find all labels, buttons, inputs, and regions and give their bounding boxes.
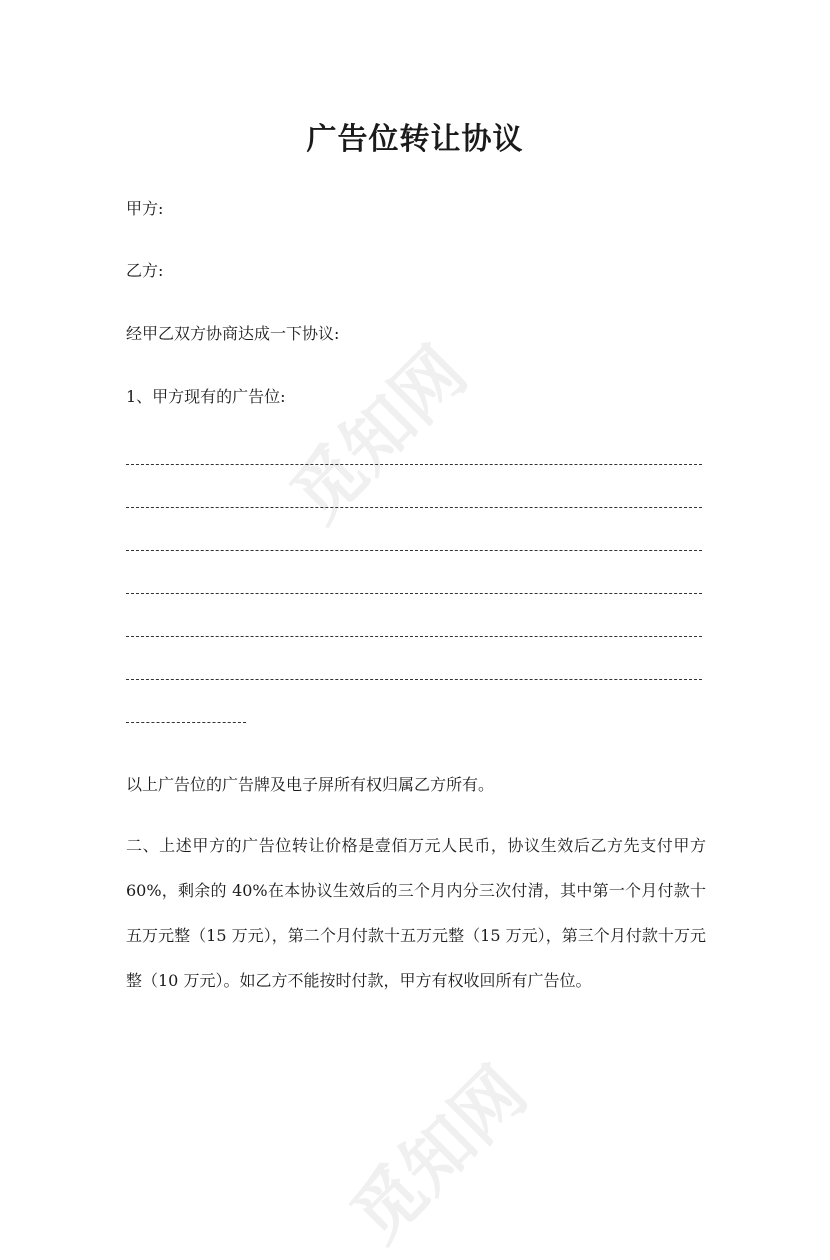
party-a-label: 甲方: <box>126 199 164 218</box>
document-title: 广告位转让协议 <box>306 122 524 157</box>
watermark: 觅知网 <box>275 331 483 538</box>
fill-in-line <box>126 679 702 680</box>
party-b-label: 乙方: <box>126 261 164 280</box>
fill-in-line <box>126 636 702 637</box>
ownership-statement: 以上广告位的广告牌及电子屏所有权归属乙方所有。 <box>126 775 495 794</box>
fill-in-line <box>126 464 702 465</box>
fill-in-line <box>126 550 702 551</box>
clause2-paragraph: 二、上述甲方的广告位转让价格是壹佰万元人民币，协议生效后乙方先支付甲方60%，剩余的 40%在本协议生效后的三个月内分三次付清，其中第一个月付款十五万元整（15 万元），第二个月付款十五万元整（15 万元），第三个月付款十万元整（10 万元）。如乙方不能按时付款，甲方有权收回所有广告位。 <box>126 836 706 990</box>
watermark: 觅知网 <box>335 1051 543 1258</box>
agreement-intro: 经甲乙双方协商达成一下协议: <box>126 324 340 343</box>
clause1-heading: 1、甲方现有的广告位: <box>126 387 286 406</box>
fill-in-line <box>126 593 702 594</box>
fill-in-line <box>126 722 246 723</box>
fill-in-line <box>126 507 702 508</box>
